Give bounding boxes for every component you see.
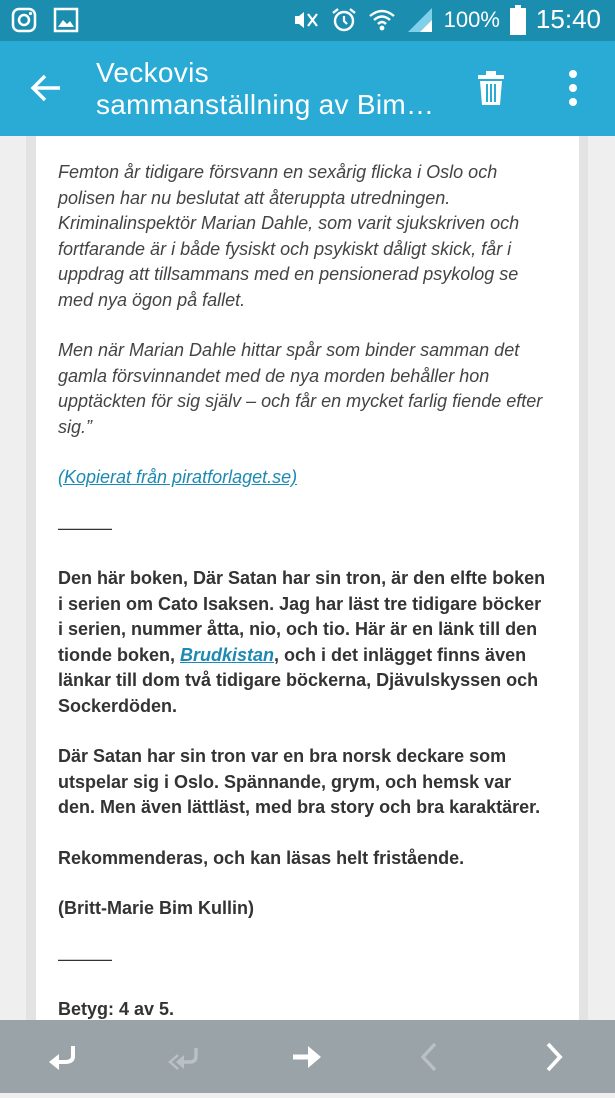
alarm-icon bbox=[330, 6, 358, 34]
divider-2: ——— bbox=[58, 948, 112, 969]
signal-icon bbox=[406, 6, 434, 34]
divider-1: ——— bbox=[58, 517, 112, 538]
clock: 15:40 bbox=[535, 4, 601, 34]
back-arrow-icon[interactable] bbox=[30, 71, 64, 105]
paragraph-5: Rekommenderas, och kan läsas helt fristående. bbox=[58, 847, 465, 868]
bottom-action-bar bbox=[0, 1020, 615, 1093]
more-vert-icon[interactable] bbox=[566, 69, 580, 107]
battery-icon bbox=[510, 5, 526, 35]
paragraph-2: Men när Marian Dahle hittar spår som binder samman det gamla försvinnandet med de nya morden behåller hon upptäckten för sig själv – och får en mycket farlig fiende efter sig.” bbox=[58, 340, 543, 437]
title-line-1: Veckovis bbox=[96, 57, 209, 88]
reply-all-icon bbox=[168, 1040, 202, 1074]
app-bar bbox=[0, 41, 615, 136]
paragraph-4: Där Satan har sin tron var en bra norsk deckare som utspelar sig i Oslo. Spännande, grym, och hemsk var den. Men även lättläst, med bra story och bra karaktärer. bbox=[58, 746, 541, 817]
page-title bbox=[96, 57, 451, 121]
instagram-icon bbox=[10, 6, 38, 34]
wifi-icon bbox=[368, 6, 396, 34]
gallery-icon bbox=[52, 6, 80, 34]
signature: (Britt-Marie Bim Kullin) bbox=[58, 898, 254, 918]
article-text bbox=[58, 160, 548, 1098]
battery-percent: 100% bbox=[443, 6, 500, 32]
status-bar bbox=[0, 0, 615, 41]
paragraph-1: Femton år tidigare försvann en sexårig flicka i Oslo och polisen har nu beslutat att återuppta utredningen. Kriminalinspektör Marian Dahle, som varit sjukskriven och fortfarande är i både fysiskt och psykiskt dåligt skick, får i uppdrag att tillsammans med en pensionerad psykolog se med nya ögon på fallet. bbox=[58, 162, 520, 310]
paragraph-3 bbox=[58, 566, 548, 719]
title-line-2: sammanställning av Bim… bbox=[96, 89, 435, 120]
reply-icon[interactable] bbox=[45, 1040, 79, 1074]
previous-icon bbox=[413, 1040, 447, 1074]
paragraph-3-text: Den här boken, Där Satan har sin tron, är den elfte boken i serien om Cato Isaksen. Jag har läst tre tidigare böcker i serien, nummer åtta, nio, och tio. Här är en länk till den tionde boken, bbox=[58, 568, 546, 665]
mute-icon bbox=[292, 6, 320, 34]
rating: Betyg: 4 av 5. bbox=[58, 999, 175, 1019]
next-icon[interactable] bbox=[536, 1040, 570, 1074]
paragraph-3-text-end: , och i det inlägget finns även länkar till dom två tidigare böckerna, Djävulskyssen och Sockerdöden. bbox=[58, 644, 539, 716]
trash-icon[interactable] bbox=[476, 71, 506, 105]
brudkistan-link[interactable]: Brudkistan bbox=[180, 644, 275, 665]
source-link[interactable]: (Kopierat från piratforlaget.se) bbox=[58, 467, 298, 487]
forward-icon[interactable] bbox=[290, 1040, 324, 1074]
